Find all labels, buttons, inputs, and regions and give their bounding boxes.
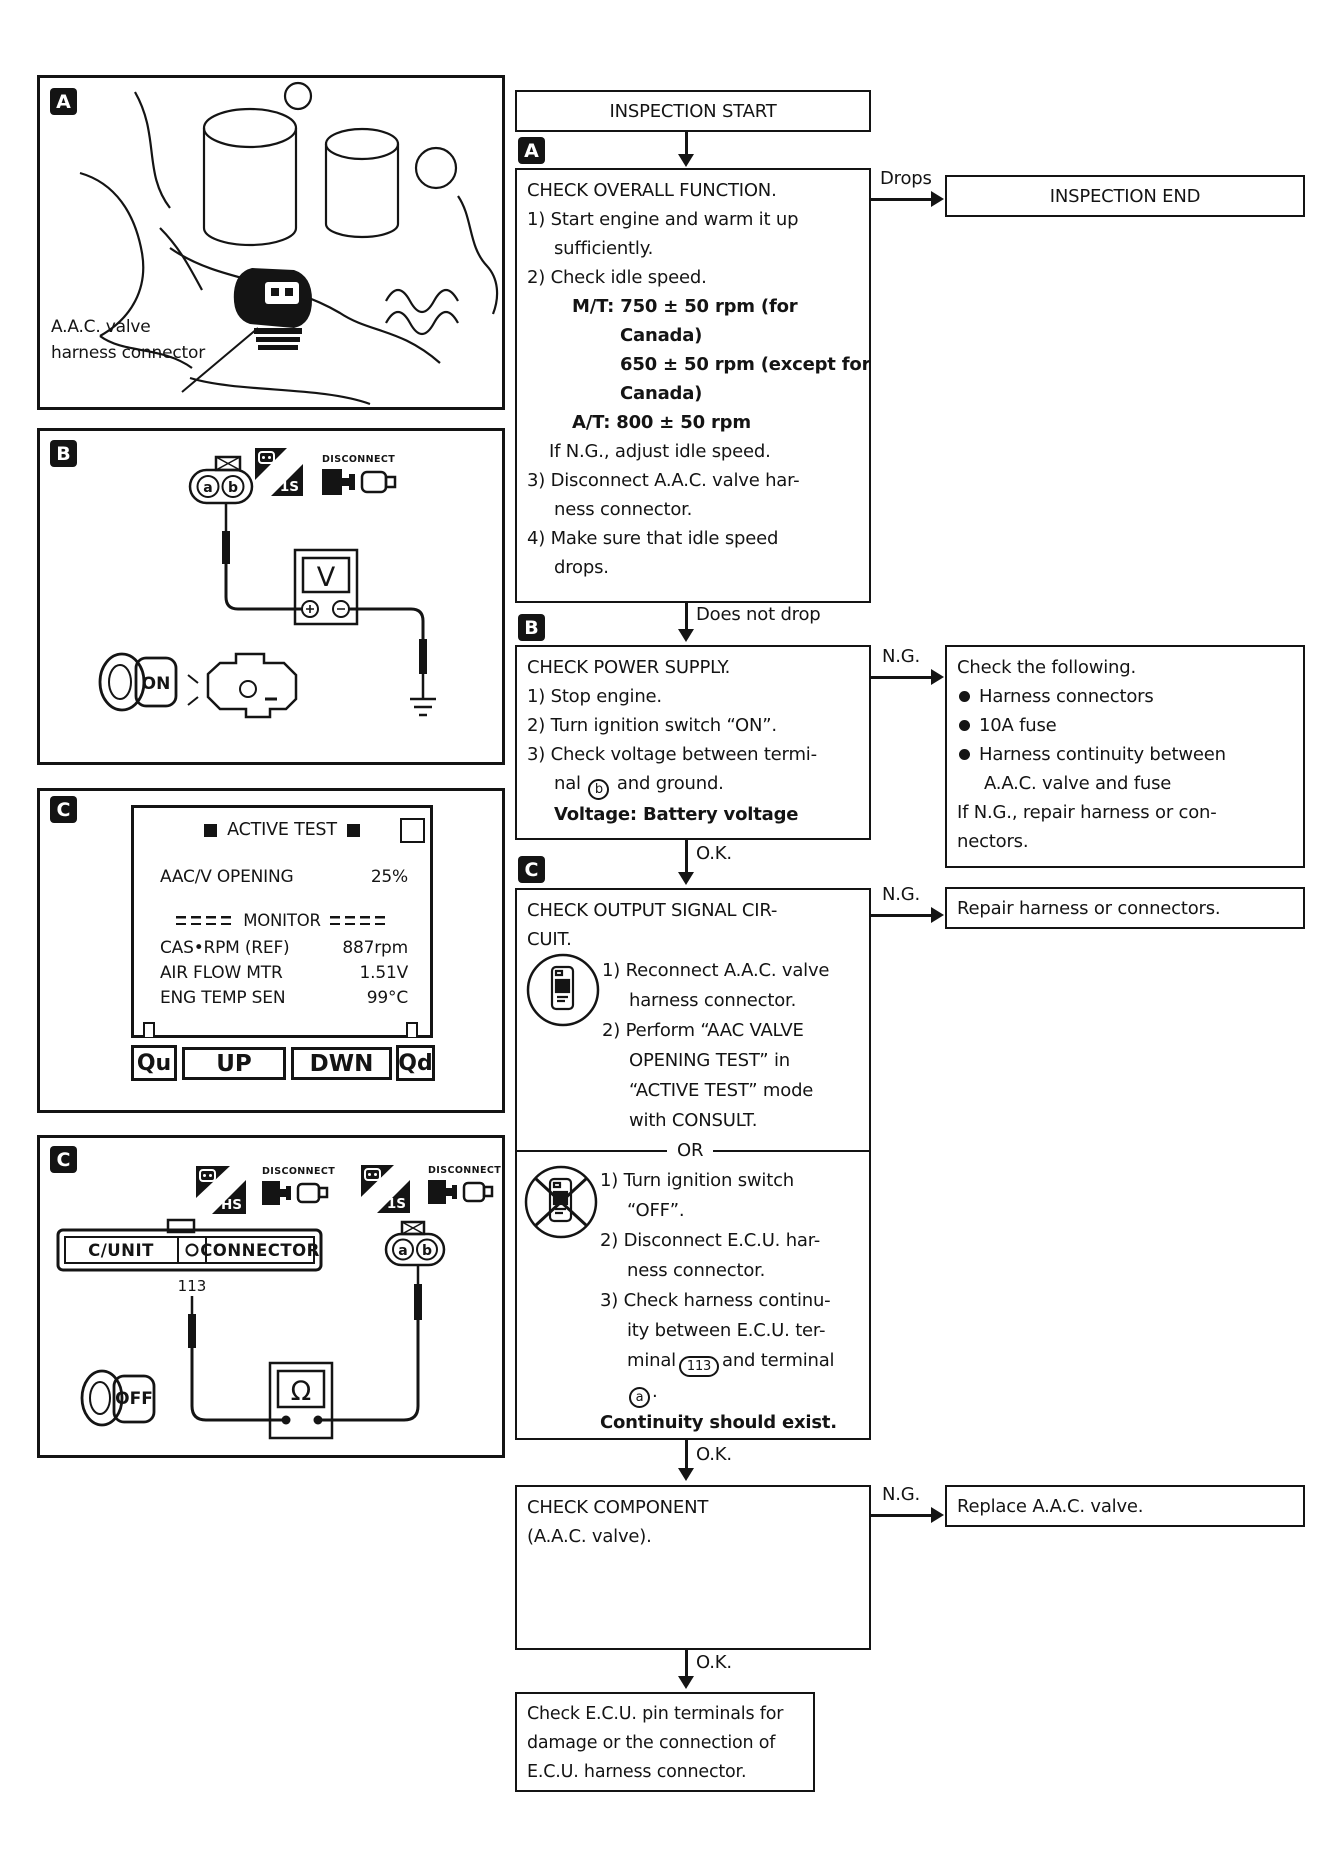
or-divider: OR [515,1138,871,1164]
check-power-supply-box: CHECK POWER SUPPLY. 1) Stop engine. 2) Turn ignition switch “ON”. 3) Check voltage between termi- nal b and ground. Voltage: Battery voltage [515,645,871,840]
black-square-icon [347,824,360,837]
ng-label: N.G. [882,884,921,905]
monitor-divider-dashes [176,916,234,925]
replace-aac-valve-box: Replace A.A.C. valve. [945,1485,1305,1527]
probe-wire-left [192,1296,286,1420]
connector-line [685,840,688,874]
test-item-label: AAC/V OPENING [160,867,294,887]
key-up: UP [182,1047,286,1080]
continuity-check-art [40,1138,502,1455]
black-square-icon [204,824,217,837]
connector-line [871,198,931,201]
softkey-marker-right [406,1022,418,1037]
ground-wire [349,609,423,699]
connector-line [871,1514,931,1517]
key-dwn: DWN [291,1047,392,1080]
consult-procedure-steps: 1) Reconnect A.A.C. valve harness connector. 2) Perform “AAC VALVE OPENING TEST” in “ACTIVE TEST” mode with CONSULT. [602,960,830,1131]
consult-screen [131,805,433,1038]
connector-label: CONNECTOR [200,1241,320,1260]
sst-1s-label: 1S [386,1196,406,1212]
disconnect-label: DISCONNECT [322,454,396,465]
repair-harness-box: Repair harness or connectors. [945,887,1305,929]
ok-label: O.K. [696,1652,732,1673]
connector-line [685,1440,688,1470]
terminal-b-line: nal b and ground. [527,769,859,800]
ab-connector-icon [386,1222,444,1265]
step-a-badge: A [518,137,545,164]
ground-icon [410,699,436,715]
terminal-a-line: a . [600,1377,837,1408]
monitor-header: MONITOR [134,911,430,930]
figure-c-badge: C [50,1146,77,1173]
terminal-113-label: 113 [177,1277,207,1295]
active-test-title: ACTIVE TEST [227,820,337,840]
ok-label: O.K. [696,843,732,864]
connector-line [685,1650,688,1678]
terminal-a-label: a [398,1243,408,1259]
test-item-row [134,867,430,887]
disconnect-plugs-icon [322,469,395,495]
test-item-value: 25% [370,867,408,887]
screen-title-row [134,820,430,840]
ab-connector-icon [190,457,252,503]
ignition-on-label: ON [141,674,171,694]
bullet-icon [959,749,970,760]
no-consult-icon [523,1164,599,1240]
inspection-start-box: INSPECTION START [515,90,871,132]
disconnect-label: DISCONNECT [428,1165,502,1176]
aac-valve-connector-caption: A.A.C. valve harness connector [51,317,205,363]
connector-line [685,603,688,631]
sst-hs-label: HS [220,1197,242,1213]
ok-label: O.K. [696,1444,732,1465]
step-b-badge: B [518,614,545,641]
monitor-row: CAS•RPM (REF) 887rpm [160,938,408,958]
figure-c-badge: C [50,796,77,823]
ng-label: N.G. [882,646,921,667]
circled-terminal-a: a [629,1387,650,1408]
circled-terminal-b: b [588,779,609,800]
bullet-item: Harness continuity between [957,740,1293,769]
panel-c-consult-screen [37,788,505,1113]
check-overall-function-box: CHECK OVERALL FUNCTION. 1) Start engine and warm it up sufficiently. 2) Check idle speed. M/T: 750 ± 50 rpm (for Canada) 650 ± 50 rpm (except for Canada) A/T: 800 ± 50 rpm If N.G., adjust idle speed. 3) Disconnect A.A.C. valve har- ness connector. 4) Make sure that idle speed drops. [515,168,871,603]
ng-label: N.G. [882,1484,921,1505]
softkey-marker-left [143,1022,155,1037]
monitor-row: AIR FLOW MTR 1.51V [160,963,408,983]
disconnect-plugs-icon [428,1180,492,1204]
does-not-drop-label: Does not drop [696,604,821,625]
connector-line [685,132,688,156]
terminal-b-label: b [227,480,239,496]
disconnect-plugs-icon [262,1181,327,1205]
sst-1s-label: 1S [279,479,299,495]
figure-a-badge: A [50,88,77,115]
ohmmeter-omega-label: Ω [290,1376,312,1407]
disconnect-label: DISCONNECT [262,1166,336,1177]
bullet-icon [959,691,970,702]
voltage-check-art [40,431,502,762]
voltmeter-v-label: V [316,562,336,593]
probe-wire [226,503,302,609]
no-consult-procedure-steps: 1) Turn ignition switch “OFF”. 2) Disconnect E.C.U. har- ness connector. 3) Check harness continu- ity between E.C.U. ter- minal 113 and terminal a . Continuity should exist. [600,1170,837,1433]
check-the-following-box: Check the following. Harness connectors 10A fuse Harness continuity between A.A.C. valve and fuse If N.G., repair harness or con- nectors. [945,645,1305,868]
panel-b-voltage-check-illustration [37,428,505,765]
step-c-badge: C [518,856,545,883]
consult-device-icon [525,952,601,1028]
panel-c-continuity-check-illustration [37,1135,505,1458]
bullet-item: 10A fuse [957,711,1293,740]
connector-line [871,676,931,679]
inspection-end-box: INSPECTION END [945,175,1305,217]
terminal-113-line: minal 113 and terminal [600,1346,837,1377]
key-qu: Qu [131,1045,177,1081]
terminal-a-label: a [203,480,213,496]
check-ecu-pin-terminals-box: Check E.C.U. pin terminals for damage or the connection of E.C.U. harness connector. [515,1692,815,1792]
bullet-item: Harness connectors [957,682,1293,711]
bullet-icon [959,720,970,731]
ignition-off-label: OFF [115,1389,153,1409]
key-qd: Qd [396,1045,435,1081]
figure-b-badge: B [50,440,77,467]
cursor-box-icon [400,818,425,843]
connector-line [871,914,931,917]
monitor-row: ENG TEMP SEN 99°C [160,988,408,1008]
panel-a-engine-illustration [37,75,505,410]
drops-label: Drops [880,168,932,189]
cunit-label: C/UNIT [88,1241,154,1260]
oval-terminal-113: 113 [679,1356,719,1377]
check-component-box: CHECK COMPONENT (A.A.C. valve). [515,1485,871,1650]
aac-valve-icon [188,654,296,717]
probe-wire-right [322,1265,418,1420]
monitor-divider-dashes [330,916,388,925]
terminal-b-label: b [421,1243,433,1259]
check-output-signal-circuit-box: CHECK OUTPUT SIGNAL CIR- CUIT. 1) Reconnect A.A.C. valve harness connector. 2) Perform “AAC VALVE OPENING TEST” in “ACTIVE TEST” mode with CONSULT. OR 1) Turn ignition switch “OFF”. 2) Disconnect E.C.U. har- ness connector. 3) Check harness continu- ity between E.C.U. ter- minal 113 and terminal a . Continuity should exist. [515,888,871,1440]
